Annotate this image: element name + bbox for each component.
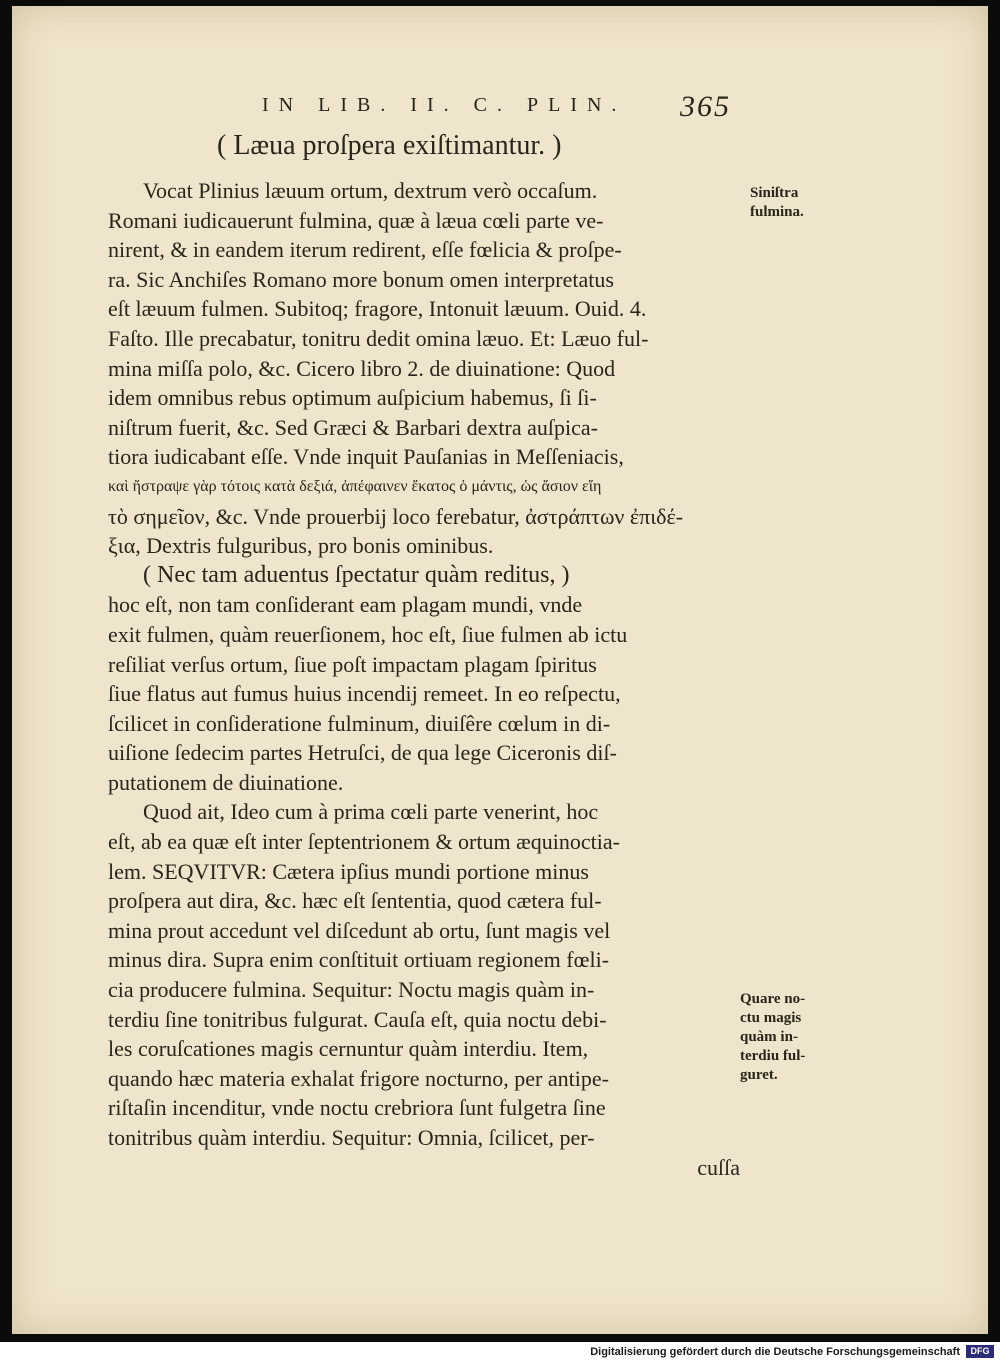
text-line: idem omnibus rebus optimum auſpicium habemus, ſi ſi- xyxy=(108,385,597,411)
text-line: tonitribus quàm interdiu. Sequitur: Omnia, ſcilicet, per- xyxy=(108,1125,595,1150)
text-line: proſpera aut dira, &c. hæc eſt ſententia, quod cætera ful- xyxy=(108,888,602,914)
greek-line: καὶ ἤστραψε γὰρ τότοις κατὰ δεξιά, ἀπέφαινεν ἔκατος ὁ μάντις, ὡς ἄσιον εἴη xyxy=(108,477,602,495)
text-line: eſt, ab ea quæ eſt inter ſeptentrionem & ortum æquinoctia- xyxy=(108,829,620,855)
text-line: ξια, Dextris fulguribus, pro bonis ominibus. xyxy=(108,533,494,559)
margin-note-line: guret. xyxy=(740,1067,778,1083)
text-line: mina prout accedunt vel diſcedunt ab ortu, ſunt magis vel xyxy=(108,917,611,943)
margin-note-line: Quare no- xyxy=(740,991,806,1007)
text-line: mina miſſa polo, &c. Cicero libro 2. de diuinatione: Quod xyxy=(108,355,616,381)
text-line: lem. SEQVITVR: Cætera ipſius mundi portione minus xyxy=(108,858,589,884)
footer-credit: Digitalisierung gefördert durch die Deutsche Forschungsgemeinschaft xyxy=(590,1346,960,1358)
text-line: τὸ σημεῖον, &c. Vnde prouerbij loco ferebatur, ἀστράπτων ἐπιδέ- xyxy=(108,503,684,529)
text-line: uiſione ſedecim partes Hetruſci, de qua lege Ciceronis diſ- xyxy=(108,740,617,766)
text-line: minus dira. Supra enim conſtituit ortiuam regionem fœli- xyxy=(108,947,610,973)
margin-note-line: ctu magis xyxy=(740,1010,802,1026)
section-heading: ( Læua proſpera exiſtimantur. ) xyxy=(217,130,562,161)
dfg-logo-icon: DFG xyxy=(966,1345,994,1358)
lemma-line: ( Nec tam aduentus ſpectatur quàm reditus, ) xyxy=(143,561,570,588)
text-line: hoc eſt, non tam conſiderant eam plagam mundi, vnde xyxy=(108,592,583,618)
text-line: Quod ait, Ideo cum à prima cœli parte venerint, hoc xyxy=(143,799,599,825)
margin-note-line: quàm in- xyxy=(740,1029,798,1045)
text-line: eſt læuum fulmen. Subitoq; fragore, Intonuit læuum. Ouid. 4. xyxy=(108,296,647,322)
text-line: cia producere fulmina. Sequitur: Noctu magis quàm in- xyxy=(108,977,595,1003)
text-line: terdiu ſine tonitribus fulgurat. Cauſa eſt, quia noctu debi- xyxy=(108,1006,607,1032)
catchword: cuſſa xyxy=(697,1154,740,1180)
text-line: ſiue flatus aut fumus huius incendij remeet. In eo reſpectu, xyxy=(108,681,621,707)
text-line: riſtaſin incenditur, vnde noctu crebriora ſunt fulgetra ſine xyxy=(108,1095,606,1121)
text-line: tiora iudicabant eſſe. Vnde inquit Pauſanias in Meſſeniacis, xyxy=(108,444,624,470)
text-line: Vocat Plinius læuum ortum, dextrum verò occaſum. xyxy=(143,178,598,203)
body-text xyxy=(108,176,748,1182)
page-number: 365 xyxy=(680,90,731,123)
running-title: IN LIB. II. C. PLIN. xyxy=(262,94,627,116)
text-line: exit fulmen, quàm reuerſionem, hoc eſt, ſiue fulmen ab ictu xyxy=(108,621,628,647)
text-line: putationem de diuinatione. xyxy=(108,769,344,795)
margin-note-line: terdiu ful- xyxy=(740,1048,806,1064)
margin-note-line: fulmina. xyxy=(750,204,804,220)
text-line: ra. Sic Anchiſes Romano more bonum omen interpretatus xyxy=(108,266,614,292)
text-line: reſiliat verſus ortum, ſiue poſt impactam plagam ſpiritus xyxy=(108,651,597,677)
text-line: ſcilicet in conſideratione fulminum, diuiſêre cœlum in di- xyxy=(108,710,611,736)
text-line: quando hæc materia exhalat frigore nocturno, per antipe- xyxy=(108,1065,609,1091)
digitization-footer xyxy=(0,1342,1000,1362)
margin-note-sinistra xyxy=(750,184,804,222)
text-line: Faſto. Ille precabatur, tonitru dedit omina læuo. Et: Læuo ful- xyxy=(108,325,649,351)
margin-note-line: Siniſtra xyxy=(750,185,799,201)
text-line: niſtrum fuerit, &c. Sed Græci & Barbari dextra auſpica- xyxy=(108,414,598,440)
text-line: Romani iudicauerunt fulmina, quæ à læua cœli parte ve- xyxy=(108,207,604,233)
margin-note-quare xyxy=(740,990,805,1085)
text-line: nirent, & in eandem iterum redirent, eſſe fœlicia & proſpe- xyxy=(108,237,622,263)
book-page xyxy=(12,6,988,1334)
text-line: les coruſcationes magis cernuntur quàm interdiu. Item, xyxy=(108,1036,589,1062)
